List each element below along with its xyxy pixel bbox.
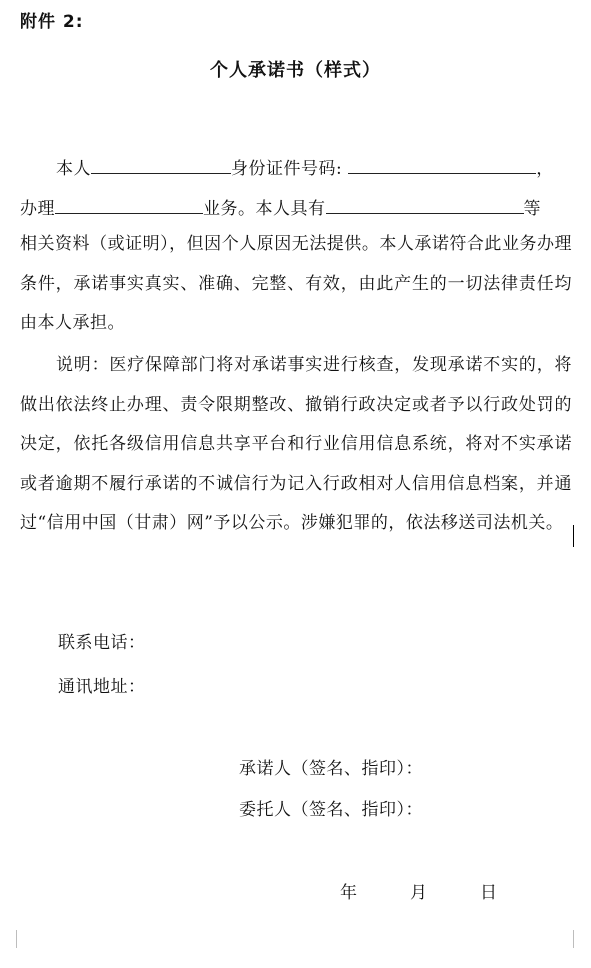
- date-year-label: 年: [340, 883, 358, 903]
- explanation-text: 说明：医疗保障部门将对承诺事实进行核查，发现承诺不实的，将做出依法终止办理、责令限期整改、撤销行政决定或者予以行政处罚的决定，依托各级信用信息共享平台和行业信用信息系统，将对不实承诺或者逾期不履行承诺的不诚信行为记入行政相对人信用信息档案，并通过“信用中国（甘肃）网”予以公示。涉嫌犯罪的，依法移送司法机关。: [20, 355, 572, 533]
- delegate-signature-label: 委托人（签名、指印）：: [239, 800, 423, 820]
- business-middle: 业务。本人具有: [203, 199, 326, 219]
- promisor-signature-label: 承诺人（签名、指印）：: [239, 759, 423, 779]
- business-suffix: 等: [523, 199, 541, 219]
- id-number-label: 身份证件号码:: [231, 159, 343, 179]
- text-cursor: [573, 525, 574, 547]
- commitment-paragraph: 相关资料（或证明），但因个人原因无法提供。本人承诺符合此业务办理条件，承诺事实真实、准确、完整、有效，由此产生的一切法律责任均由本人承担。: [20, 234, 572, 333]
- materials-blank-field[interactable]: [326, 195, 524, 214]
- document-title: 个人承诺书（样式）: [210, 60, 381, 81]
- business-line: [20, 195, 541, 220]
- identity-suffix: ，: [536, 159, 554, 179]
- page-corner-mark-left: [4, 930, 17, 948]
- id-number-blank-field[interactable]: [348, 155, 536, 174]
- contact-phone-label: 联系电话：: [58, 633, 146, 653]
- name-blank-field[interactable]: [91, 155, 231, 174]
- identity-line: [56, 155, 554, 180]
- business-blank-field[interactable]: [55, 195, 203, 214]
- contact-address-label: 通讯地址：: [58, 677, 146, 697]
- attachment-label: 附件 2:: [20, 12, 84, 32]
- date-day-label: 日: [480, 883, 498, 903]
- page-corner-mark-right: [573, 930, 586, 948]
- explanation-paragraph: [20, 346, 572, 544]
- business-prefix: 办理: [20, 199, 55, 219]
- identity-prefix: 本人: [56, 159, 91, 179]
- date-month-label: 月: [410, 883, 428, 903]
